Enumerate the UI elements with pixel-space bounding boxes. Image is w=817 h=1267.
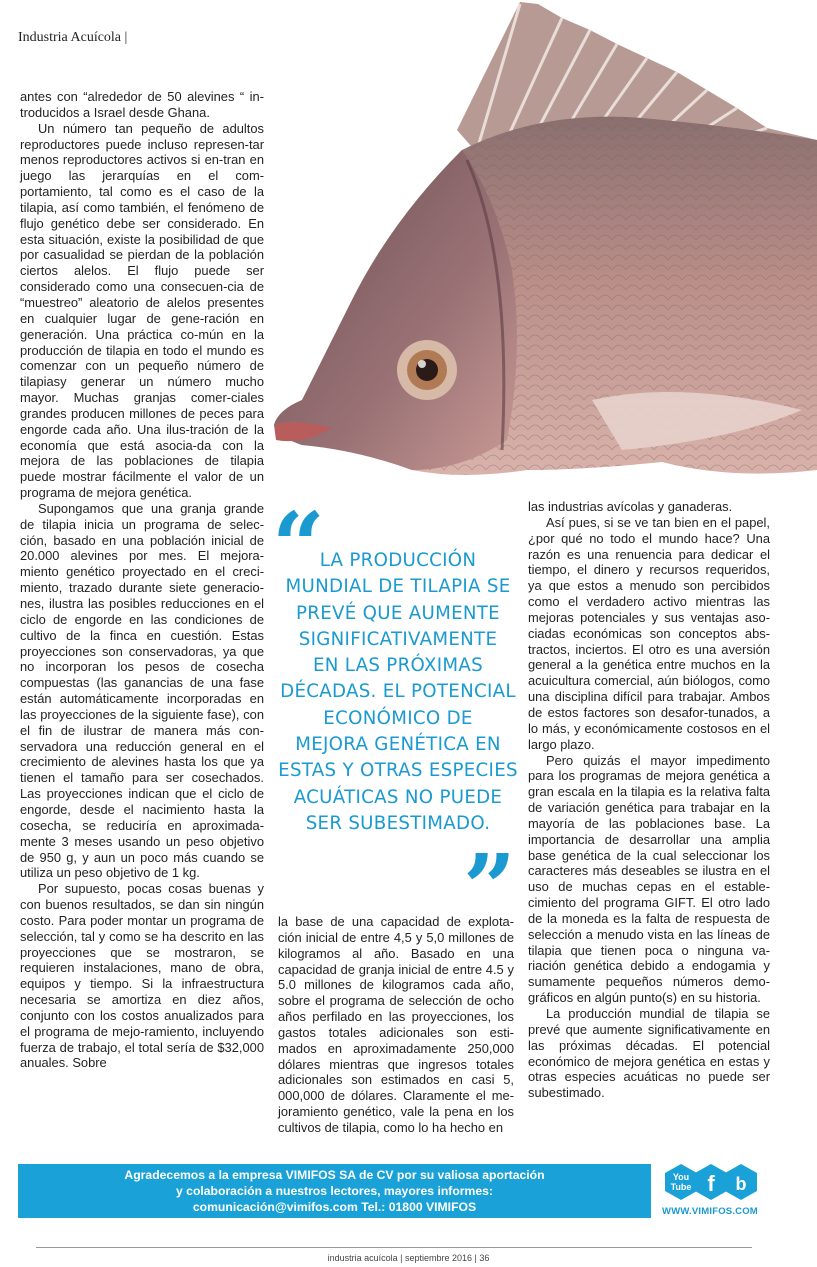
- blog-icon[interactable]: [722, 1163, 760, 1201]
- pull-quote-line: MUNDIAL DE TILAPIA SE: [285, 576, 511, 598]
- paragraph: Por supuesto, pocas cosas buenas y con buenos resultados, se dan sin ningún costo. Para poder montar un programa de selección, tal y como se ha descrito en las proyecciones que se mostraron, se requieren instalaciones, mano de obra, equipos y tiempo. Si la infraestructura necesaria se amortiza en diez años, conjunto con los costos anualizados para el programa de mejo-ramiento, incluyendo fuerza de trabajo, el total sería de $32,000 anuales. Sobre: [20, 881, 264, 1071]
- facebook-glyph: f: [707, 1171, 715, 1196]
- tilapia-fish-photo: [262, 0, 817, 500]
- article-column-3: [528, 499, 770, 1101]
- paragraph: Supongamos que una granja grande de tilapia inicia un programa de selec-ción, basado en una población inicial de 20.000 alevines por mes. El mejora-miento genético proyectado en el creci-miento, trazado durante siete generacio-nes, ilustra las posibles reducciones en el ciclo de engorde en las condiciones de cultivo de la finca en cuestión. Estas proyecciones son conservadoras, ya que no incorporan los pesos de cosecha compuestas (las ganancias de una fase están automáticamente incorporadas en las proyecciones de la siguiente fase), con el fin de ilustrar de manera más con-servadora una reducción general en el crecimiento de alevines hasta los que ya tienen el tamaño para ser cosechados. Las proyecciones indican que el ciclo de engorde, desde el nacimiento hasta la cosecha, se reduciría en aproximada-mente 3 meses usando un peso objetivo de 950 g, y aun un poco más cuando se utiliza un peso objetivo de 1 kg.: [20, 500, 264, 881]
- paragraph: Un número tan pequeño de adultos reproductores puede incluso represen-tar menos reproductores activos si en-tran en juego las jerarquías en el com-portamiento, tal como es el caso de la tilapia, así como también, el fenómeno de flujo genético debe ser considerado. En esta situación, existe la posibilidad de que por casualidad se pierdan de la población ciertos alelos. El flujo puede ser considerado como una consecuen-cia de “muestreo” aleatorio de alelos presentes en cualquier lugar de gene-ración en generación. Una práctica co-mún en la producción de tilapia en todo el mundo es comenzar con un pequeño número de tilapiasy generar un número mucho mayor. Muchas granjas comer-ciales grandes producen millones de peces para engorde cada año. Una ilus-tración de la economía que está asocia-da con la mejora de las poblaciones de tilapia puede mostrar fácilmente el valor de un programa de mejora genética.: [20, 120, 264, 501]
- pull-quote-line: EN LAS PRÓXIMAS: [313, 655, 483, 677]
- pull-quote-line: DÉCADAS. EL POTENCIAL: [280, 681, 516, 703]
- pull-quote-line: MEJORA GENÉTICA EN: [295, 734, 501, 756]
- pull-quote-line: SIGNIFICATIVAMENTE: [298, 628, 498, 650]
- open-quote-mark: “: [272, 492, 325, 600]
- paragraph: la base de una capacidad de explota-ción inicial de entre 4,5 y 5,0 millones de kilogramos al año. Basado en una capacidad de granja inicial de entre 4.5 y 5.0 millones de kilogramos cada año, sobre el programa de selección de ocho años perfilado en las proyecciones, los gastos totales adicionales son esti-mados en aproximadamente 250,000 dólares mientras que ingresos totales adicionales son estimados en casi 5, 000,000 de dólares. Claramente el me-joramiento genético, vale la pena en los cultivos de tilapia, como lo ha hecho en: [278, 914, 514, 1135]
- sponsor-banner: [18, 1164, 651, 1218]
- paragraph: antes con “alrededor de 50 alevines “ in-troducidos a Israel desde Ghana.: [20, 89, 264, 120]
- article-column-2: [278, 914, 514, 1136]
- running-header: Industria Acuícola |: [18, 30, 128, 45]
- page-footer: industria acuícola | septiembre 2016 | 36: [327, 1253, 490, 1263]
- pull-quote: [276, 548, 520, 837]
- website-link[interactable]: WWW.VIMIFOS.COM: [662, 1206, 758, 1217]
- article-column-1: [20, 89, 264, 1071]
- blog-glyph: b: [735, 1174, 747, 1194]
- youtube-label-top: You: [672, 1172, 690, 1182]
- banner-line: y colaboración a nuestros lectores, mayores informes:: [176, 1184, 493, 1198]
- pull-quote-line: ESTAS Y OTRAS ESPECIES: [278, 760, 518, 782]
- footer-divider: [36, 1247, 752, 1248]
- paragraph: Así pues, si se ve tan bien en el papel, ¿por qué no todo el mundo hace? Una razón es una renuencia para dedicar el tiempo, el dinero y recursos requeridos, ya que estos a menudo son percibidos como el verdadero activo mientras las mejoras potenciales y sus ventajas aso-ciadas económicas son conceptos abs-tractos, inciertos. El otro es una aversión general a la genética entre muchos en la acuicultura comercial, aún biólogos, como una disciplina difícil para trabajar. Ambos de estos factores son desafor-tunados, a lo más, y económicamente costosos en el largo plazo.: [528, 514, 770, 752]
- banner-contact-link[interactable]: comunicación@vimifos.com Tel.: 01800 VIMIFOS: [192, 1200, 477, 1214]
- pull-quote-line: ACUÁTICAS NO PUEDE: [293, 786, 503, 808]
- close-quote-mark: ”: [463, 834, 516, 942]
- pull-quote-line: ECONÓMICO DE: [323, 707, 473, 729]
- paragraph: La producción mundial de tilapia se prevé que aumente significativamente en las próximas décadas. El potencial económico de mejora genética en estas y otras especies acuáticas no puede ser subestimado.: [528, 1006, 770, 1101]
- banner-line: Agradecemos a la empresa VIMIFOS SA de CV por su valiosa aportación: [124, 1168, 545, 1182]
- paragraph: Pero quizás el mayor impedimento para los programas de mejora genética a gran escala en la tilapia es la relativa falta de variación genética para trabajar en la mayoría de las poblaciones base. La importancia de desarrollar una amplia base genética de la cual seleccionar los caracteres más deseables se ilustra en el uso de muchas cepas en el estable-cimiento del programa GIFT. El otro lado de la moneda es la falta de respuesta de selección a menudo vista en las líneas de tilapia que tienen poca o ninguna va-riación genética debido a endogamia y sumamente pequeños números demo-gráficos en algún punto(s) en su historia.: [528, 752, 770, 1006]
- pull-quote-line: LA PRODUCCIÓN: [319, 550, 477, 571]
- pull-quote-line: PREVÉ QUE AUMENTE: [296, 602, 500, 624]
- pull-quote-line: SER SUBESTIMADO.: [305, 812, 491, 834]
- youtube-label-bottom: Tube: [670, 1182, 692, 1192]
- paragraph: las industrias avícolas y ganaderas.: [528, 499, 733, 514]
